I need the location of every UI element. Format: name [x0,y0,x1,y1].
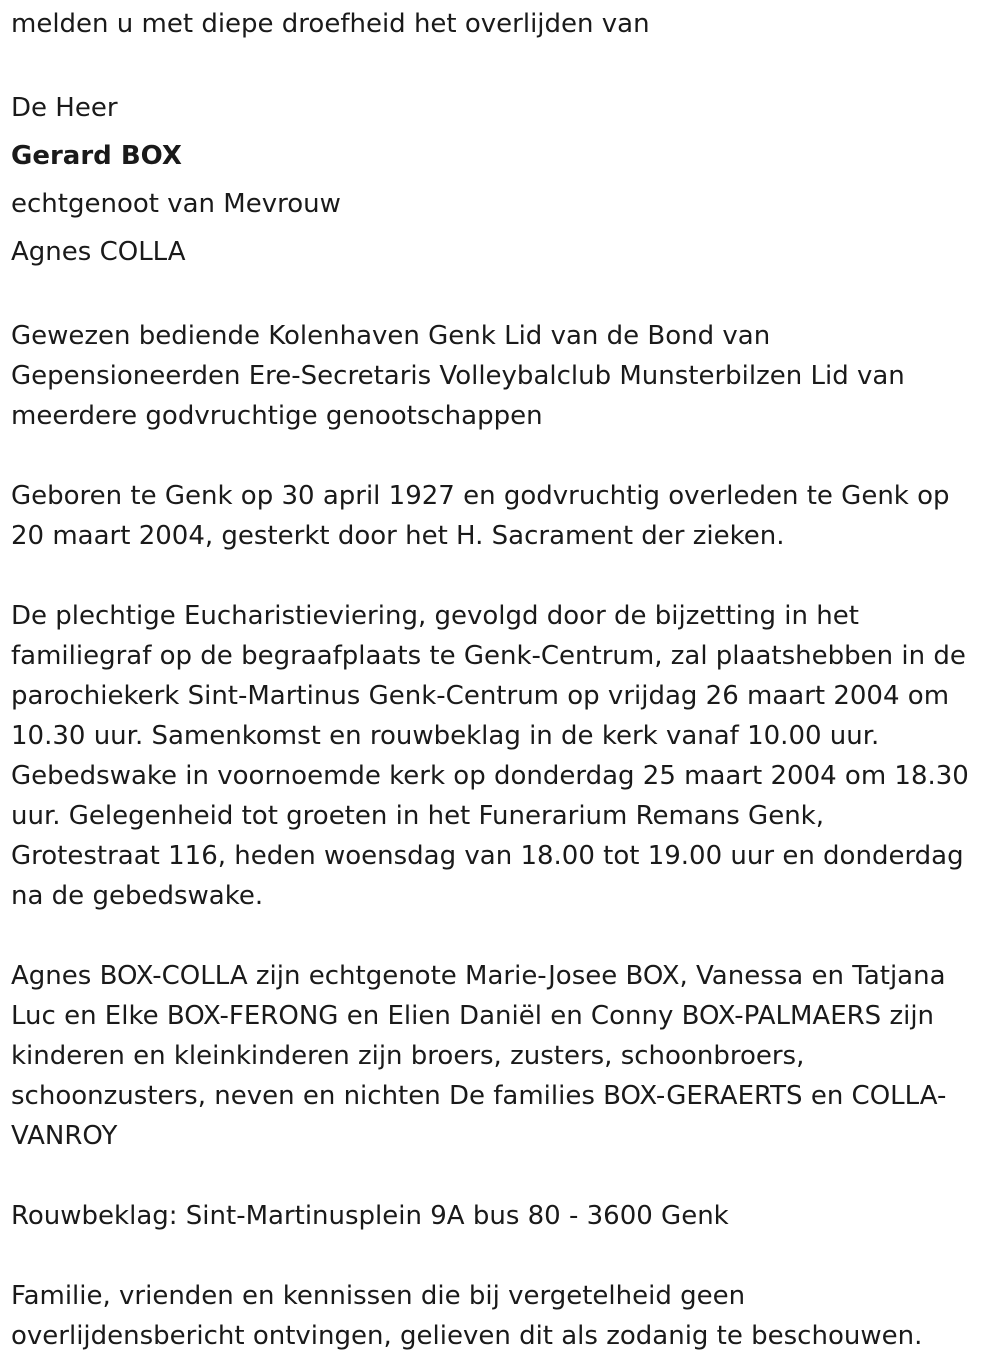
paragraph-line: na de gebedswake. [11,881,264,911]
spacer [11,916,996,956]
paragraph-line: Agnes BOX-COLLA zijn echtgenote Marie-Josee BOX, Vanessa en Tatjana [11,961,946,991]
spouse-relation: echtgenoot van Mevrouw [11,189,341,219]
honorific: De Heer [11,93,118,123]
spacer [11,1236,996,1276]
spacer [11,44,996,84]
paragraph-line: familiegraf op de begraafplaats te Genk-Centrum, zal plaatshebben in de [11,641,966,671]
spacer [11,556,996,596]
spacer [11,1156,996,1196]
paragraph-line: kinderen en kleinkinderen zijn broers, zusters, schoonbroers, [11,1041,805,1071]
deceased-name: Gerard BOX [11,141,182,171]
birth-death-paragraph [11,476,996,556]
paragraph-line: 10.30 uur. Samenkomst en rouwbeklag in de kerk vanaf 10.00 uur. [11,721,880,751]
paragraph-line: parochiekerk Sint-Martinus Genk-Centrum op vrijdag 26 maart 2004 om [11,681,950,711]
paragraph-line: Grotestraat 116, heden woensdag van 18.00 tot 19.00 uur en donderdag [11,841,964,871]
paragraph-line: Gebedswake in voornoemde kerk op donderdag 25 maart 2004 om 18.30 [11,761,969,791]
paragraph-line: Gewezen bediende Kolenhaven Genk Lid van de Bond van [11,321,771,351]
occupation-paragraph [11,316,996,436]
spacer [11,276,996,316]
spouse-name: Agnes COLLA [11,237,186,267]
paragraph-line: Familie, vrienden en kennissen die bij vergetelheid geen [11,1281,746,1311]
intro-text: melden u met diepe droefheid het overlijden van [11,9,650,39]
closing-paragraph [11,1276,996,1356]
paragraph-line: overlijdensbericht ontvingen, gelieven dit als zodanig te beschouwen. [11,1321,923,1351]
deceased-block [11,84,996,276]
family-paragraph [11,956,996,1156]
paragraph-line: Luc en Elke BOX-FERONG en Elien Daniël en Conny BOX-PALMAERS zijn [11,1001,935,1031]
ceremony-paragraph [11,596,996,916]
paragraph-line: VANROY [11,1121,118,1151]
obituary-document [11,4,996,1356]
paragraph-line: schoonzusters, neven en nichten De families BOX-GERAERTS en COLLA- [11,1081,947,1111]
condolence-address: Rouwbeklag: Sint-Martinusplein 9A bus 80 - 3600 Genk [11,1201,729,1231]
paragraph-line: uur. Gelegenheid tot groeten in het Funerarium Remans Genk, [11,801,824,831]
paragraph-line: Gepensioneerden Ere-Secretaris Volleybalclub Munsterbilzen Lid van [11,361,905,391]
paragraph-line: Geboren te Genk op 30 april 1927 en godvruchtig overleden te Genk op [11,481,950,511]
paragraph-line: 20 maart 2004, gesterkt door het H. Sacrament der zieken. [11,521,785,551]
paragraph-line: De plechtige Eucharistieviering, gevolgd door de bijzetting in het [11,601,859,631]
spacer [11,436,996,476]
paragraph-line: meerdere godvruchtige genootschappen [11,401,543,431]
